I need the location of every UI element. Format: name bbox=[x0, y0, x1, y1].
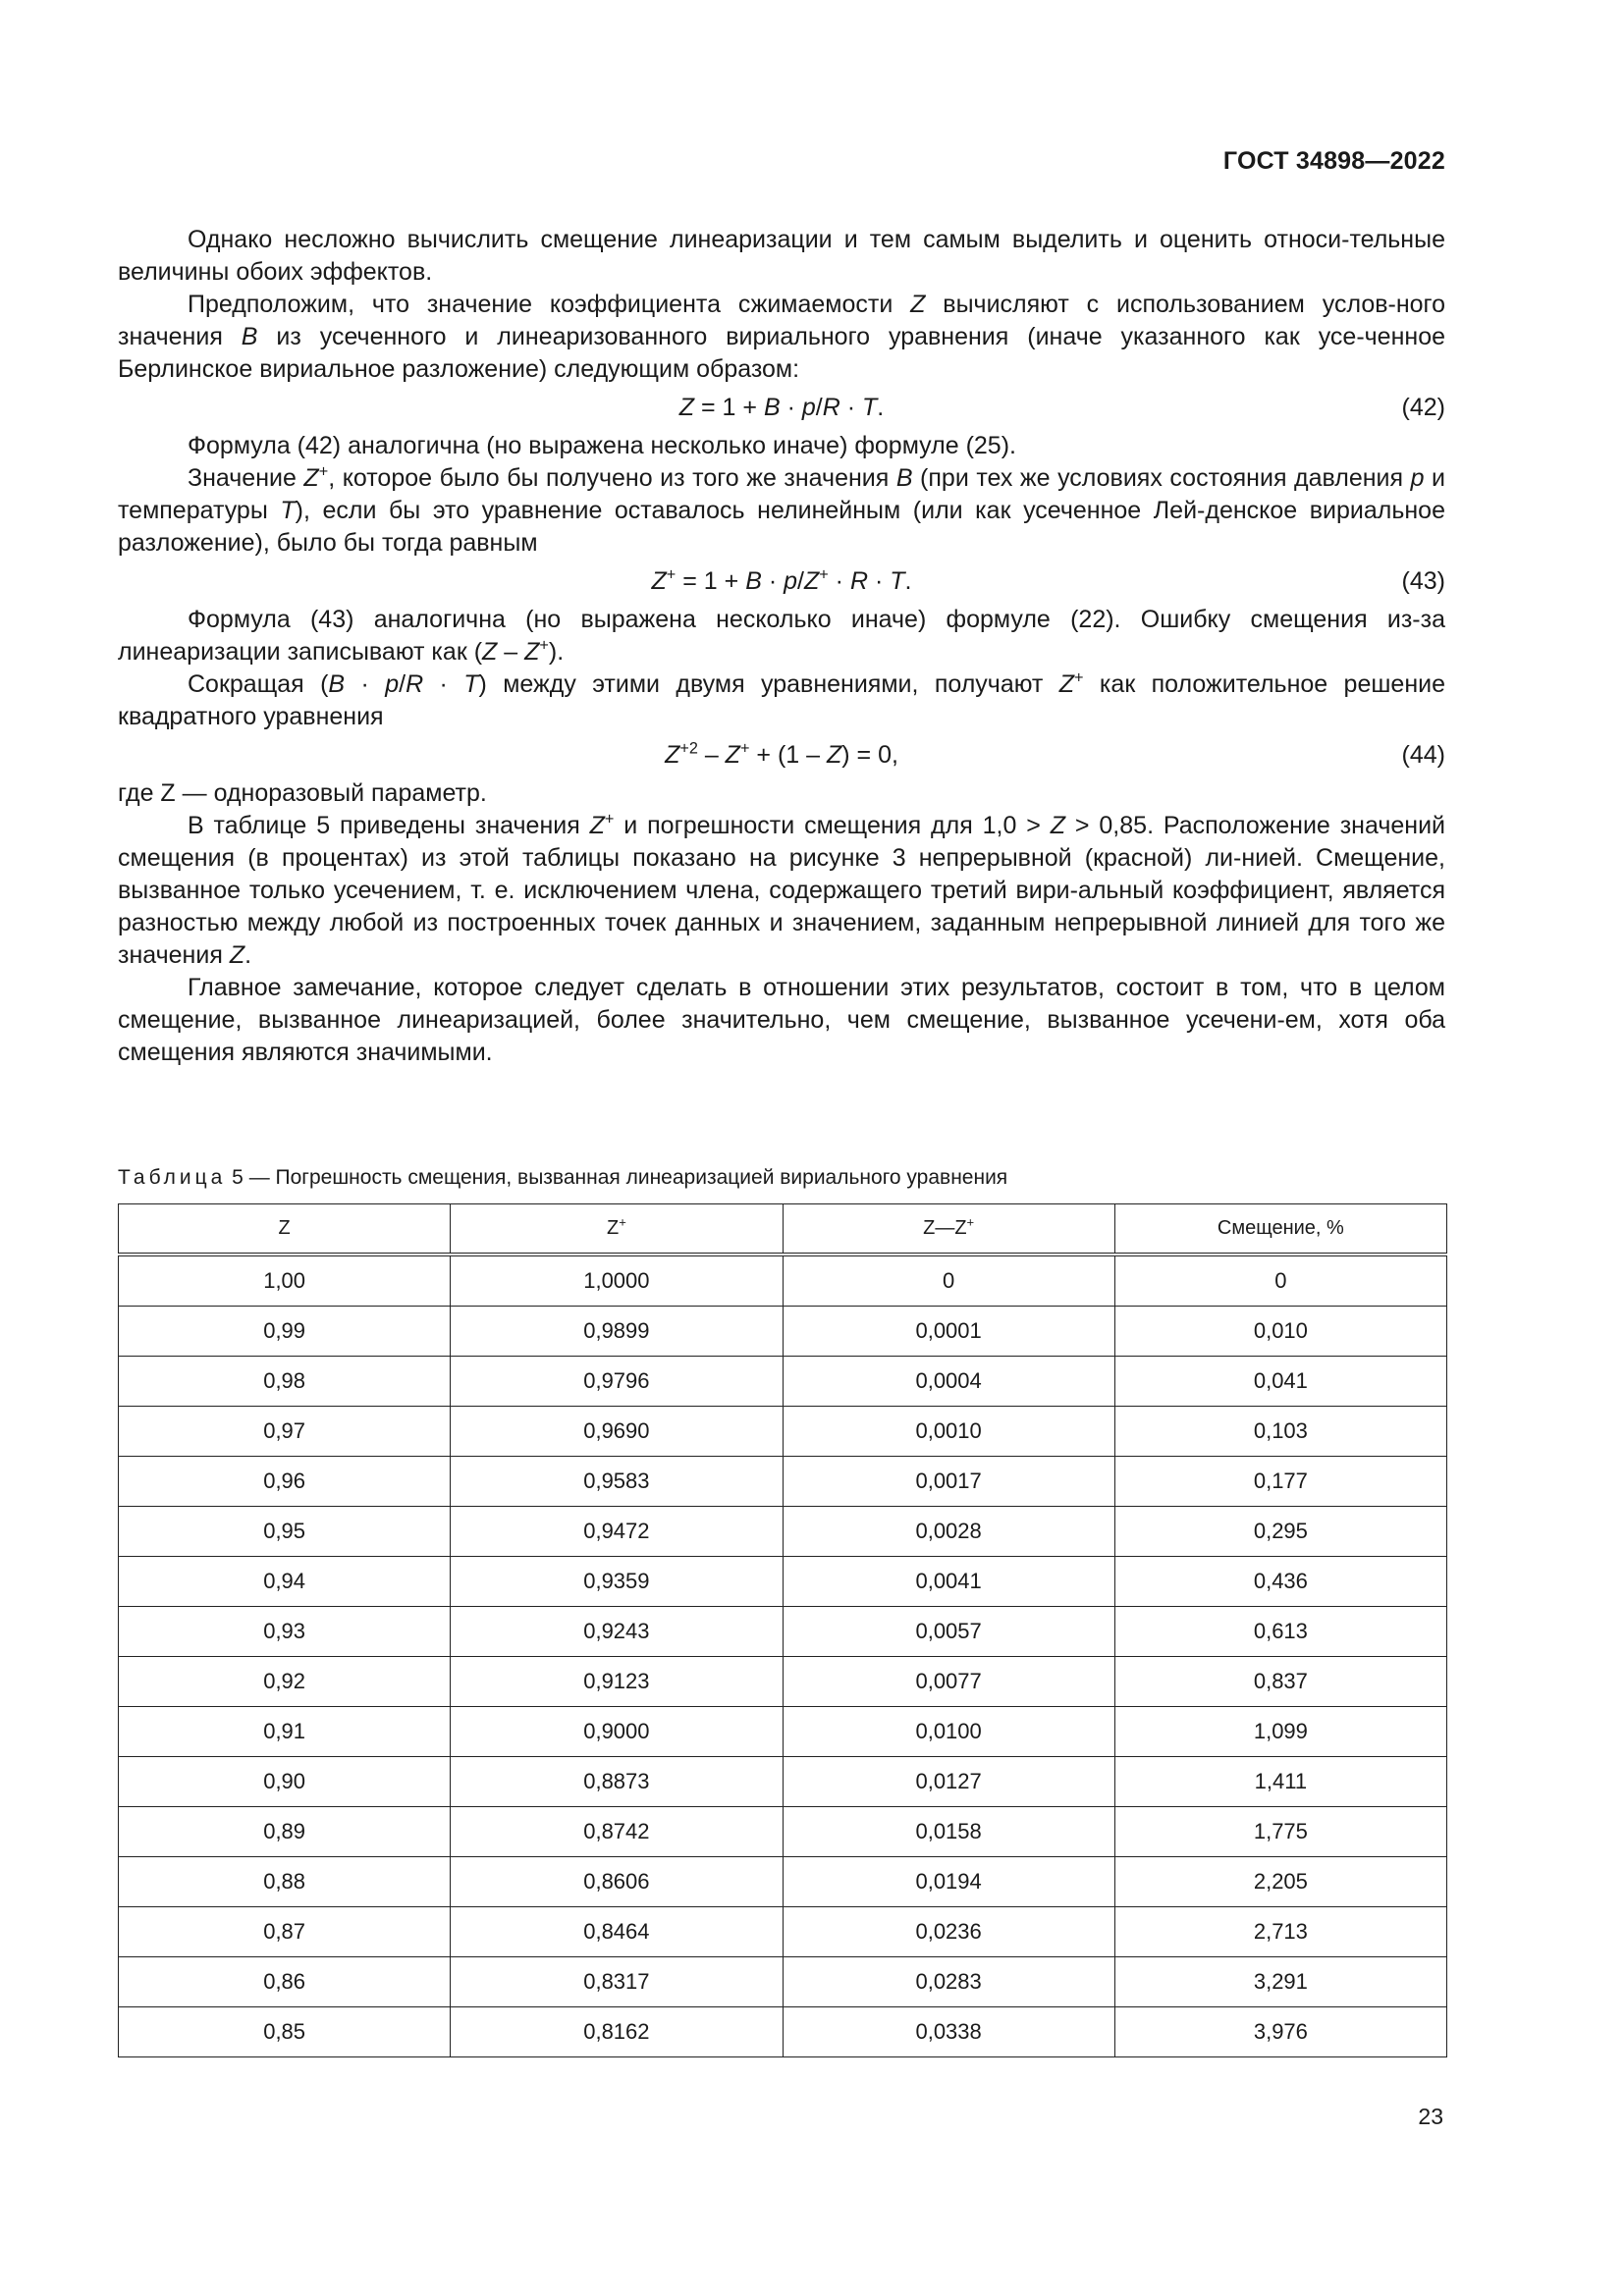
paragraph: где Z — одноразовый параметр. bbox=[118, 779, 487, 807]
table-body bbox=[119, 1255, 1447, 2057]
table-cell: 1,411 bbox=[1114, 1757, 1446, 1807]
table-cell: 0,041 bbox=[1114, 1357, 1446, 1407]
table-cell: 0,9359 bbox=[451, 1557, 783, 1607]
table-caption-text: 5 — Погрешность смещения, вызванная линеаризацией вириального уравнения bbox=[226, 1166, 1008, 1189]
table-row bbox=[119, 1807, 1447, 1857]
column-header: Z—Z+ bbox=[783, 1204, 1114, 1255]
formula-number: (44) bbox=[1401, 741, 1445, 769]
table-cell: 0,88 bbox=[119, 1857, 451, 1907]
table-cell: 2,205 bbox=[1114, 1857, 1446, 1907]
table-row bbox=[119, 1957, 1447, 2007]
document-body bbox=[118, 224, 1445, 1069]
table-cell: 3,976 bbox=[1114, 2007, 1446, 2057]
table-cell: 0,0077 bbox=[783, 1657, 1114, 1707]
table-cell: 0,8162 bbox=[451, 2007, 783, 2057]
table-cell: 1,00 bbox=[119, 1255, 451, 1307]
table-cell: 0,0004 bbox=[783, 1357, 1114, 1407]
table-cell: 0,295 bbox=[1114, 1507, 1446, 1557]
table-cell: 0,0338 bbox=[783, 2007, 1114, 2057]
table-cell: 0,0158 bbox=[783, 1807, 1114, 1857]
table-row bbox=[119, 1907, 1447, 1957]
table-row bbox=[119, 1607, 1447, 1657]
table-cell: 0,97 bbox=[119, 1407, 451, 1457]
table-cell: 0,0283 bbox=[783, 1957, 1114, 2007]
bias-table bbox=[118, 1203, 1447, 2057]
table-cell: 1,775 bbox=[1114, 1807, 1446, 1857]
paragraph: Формула (43) аналогична (но выражена несколько иначе) формуле (22). Ошибку смещения из-за линеаризации записывают как (Z – Z+). bbox=[118, 606, 1445, 666]
table-cell: 0,0057 bbox=[783, 1607, 1114, 1657]
table-row bbox=[119, 1857, 1447, 1907]
table-row bbox=[119, 1307, 1447, 1357]
table-row bbox=[119, 1657, 1447, 1707]
table-cell: 3,291 bbox=[1114, 1957, 1446, 2007]
table-cell: 0,0041 bbox=[783, 1557, 1114, 1607]
formula-44 bbox=[118, 739, 1445, 772]
table-cell: 0,9899 bbox=[451, 1307, 783, 1357]
table-cell: 1,0000 bbox=[451, 1255, 783, 1307]
table-row bbox=[119, 1255, 1447, 1307]
table-cell: 0,010 bbox=[1114, 1307, 1446, 1357]
table-cell: 0,9123 bbox=[451, 1657, 783, 1707]
table-caption-prefix: Таблица bbox=[118, 1166, 227, 1189]
paragraph: Однако несложно вычислить смещение линеаризации и тем самым выделить и оценить относи-тельные величины обоих эффектов. bbox=[118, 226, 1445, 286]
paragraph: Главное замечание, которое следует сделать в отношении этих результатов, состоит в том, что в целом смещение, вызванное линеаризацией, более значительно, чем смещение, вызванное усечени-ем, хотя оба смещения являются значимыми. bbox=[118, 974, 1445, 1066]
table-cell: 1,099 bbox=[1114, 1707, 1446, 1757]
table-cell: 0,103 bbox=[1114, 1407, 1446, 1457]
table-cell: 0,0017 bbox=[783, 1457, 1114, 1507]
paragraph: Значение Z+, которое было бы получено из того же значения B (при тех же условиях состояния давления p и температуры T), если бы это уравнение оставалось нелинейным (или как усеченное Лей-денское вириальное разложение), было бы тогда равным bbox=[118, 462, 1445, 557]
table-cell: 0,85 bbox=[119, 2007, 451, 2057]
table-cell: 0,94 bbox=[119, 1557, 451, 1607]
table-cell: 0,89 bbox=[119, 1807, 451, 1857]
formula-number: (43) bbox=[1401, 567, 1445, 595]
table-cell: 0,98 bbox=[119, 1357, 451, 1407]
table-cell: 0,9000 bbox=[451, 1707, 783, 1757]
paragraph: Предположим, что значение коэффициента сжимаемости Z вычисляют с использованием услов-ного значения B из усеченного и линеаризованного вириального уравнения (иначе указанного как усе-ченное Берлинское вириальное разложение) следующим образом: bbox=[118, 291, 1446, 383]
table-cell: 0,8317 bbox=[451, 1957, 783, 2007]
paragraph: Сокращая (B · p/R · T) между этими двумя уравнениями, получают Z+ как положительное решение квадратного уравнения bbox=[118, 668, 1446, 730]
paragraph: В таблице 5 приведены значения Z+ и погрешности смещения для 1,0 > Z > 0,85. Расположение значений смещения (в процентах) из этой таблицы показано на рисунке 3 непрерывной (красной) ли-нией. Смещение, вызванное только усечением, т. е. исключением члена, содержащего третий вири-альный коэффициент, является разностью между любой из построенных точек данных и значением, заданным непрерывной линией для того же значения Z. bbox=[118, 810, 1445, 969]
table-cell: 0,8873 bbox=[451, 1757, 783, 1807]
table-cell: 0,99 bbox=[119, 1307, 451, 1357]
table-cell: 0,90 bbox=[119, 1757, 451, 1807]
table-cell: 0,177 bbox=[1114, 1457, 1446, 1507]
formula-43 bbox=[118, 565, 1445, 598]
table-row bbox=[119, 1457, 1447, 1507]
formula-expression: $Z^{+2} - Z^+ + (1 - Z) = 0$, bbox=[665, 739, 898, 769]
column-header: Смещение, % bbox=[1114, 1204, 1446, 1255]
table-cell: 0,837 bbox=[1114, 1657, 1446, 1707]
table-cell: 0,91 bbox=[119, 1707, 451, 1757]
table-cell: 0,92 bbox=[119, 1657, 451, 1707]
table-cell: 0 bbox=[1114, 1255, 1446, 1307]
formula-number: (42) bbox=[1401, 394, 1445, 421]
table-cell: 0,9472 bbox=[451, 1507, 783, 1557]
table-cell: 0,9796 bbox=[451, 1357, 783, 1407]
column-header: Z+ bbox=[451, 1204, 783, 1255]
table-caption bbox=[118, 1166, 1007, 1190]
table-cell: 0,0010 bbox=[783, 1407, 1114, 1457]
formula-42 bbox=[118, 392, 1445, 424]
table-row bbox=[119, 1757, 1447, 1807]
table-cell: 0,8464 bbox=[451, 1907, 783, 1957]
document-header: ГОСТ 34898—2022 bbox=[1222, 147, 1445, 175]
table-cell: 0,0001 bbox=[783, 1307, 1114, 1357]
page-number: 23 bbox=[1418, 2104, 1443, 2129]
table-cell: 0,0236 bbox=[783, 1907, 1114, 1957]
table-row bbox=[119, 1357, 1447, 1407]
table-cell: 0,0028 bbox=[783, 1507, 1114, 1557]
table-cell: 0,9583 bbox=[451, 1457, 783, 1507]
table-cell: 0,9690 bbox=[451, 1407, 783, 1457]
column-header: Z bbox=[119, 1204, 451, 1255]
table-row bbox=[119, 1407, 1447, 1457]
table-row bbox=[119, 1707, 1447, 1757]
table-header-row bbox=[119, 1204, 1447, 1255]
table-cell: 0,613 bbox=[1114, 1607, 1446, 1657]
table-row bbox=[119, 2007, 1447, 2057]
table-cell: 0,93 bbox=[119, 1607, 451, 1657]
table-cell: 0,95 bbox=[119, 1507, 451, 1557]
table-cell: 0,436 bbox=[1114, 1557, 1446, 1607]
table-cell: 0 bbox=[783, 1255, 1114, 1307]
table-cell: 0,8606 bbox=[451, 1857, 783, 1907]
table-cell: 0,86 bbox=[119, 1957, 451, 2007]
table-cell: 0,96 bbox=[119, 1457, 451, 1507]
table-cell: 0,0194 bbox=[783, 1857, 1114, 1907]
table-cell: 0,8742 bbox=[451, 1807, 783, 1857]
table-cell: 0,0127 bbox=[783, 1757, 1114, 1807]
table-cell: 0,9243 bbox=[451, 1607, 783, 1657]
table-cell: 2,713 bbox=[1114, 1907, 1446, 1957]
table-row bbox=[119, 1557, 1447, 1607]
table-row bbox=[119, 1507, 1447, 1557]
formula-expression: Z+ = 1 + B · p/Z+ · R · T. bbox=[651, 565, 912, 595]
formula-expression: Z = 1 + B · p/R · T. bbox=[678, 394, 885, 421]
table-cell: 0,0100 bbox=[783, 1707, 1114, 1757]
table-cell: 0,87 bbox=[119, 1907, 451, 1957]
paragraph: Формула (42) аналогична (но выражена несколько иначе) формуле (25). bbox=[188, 432, 1016, 459]
